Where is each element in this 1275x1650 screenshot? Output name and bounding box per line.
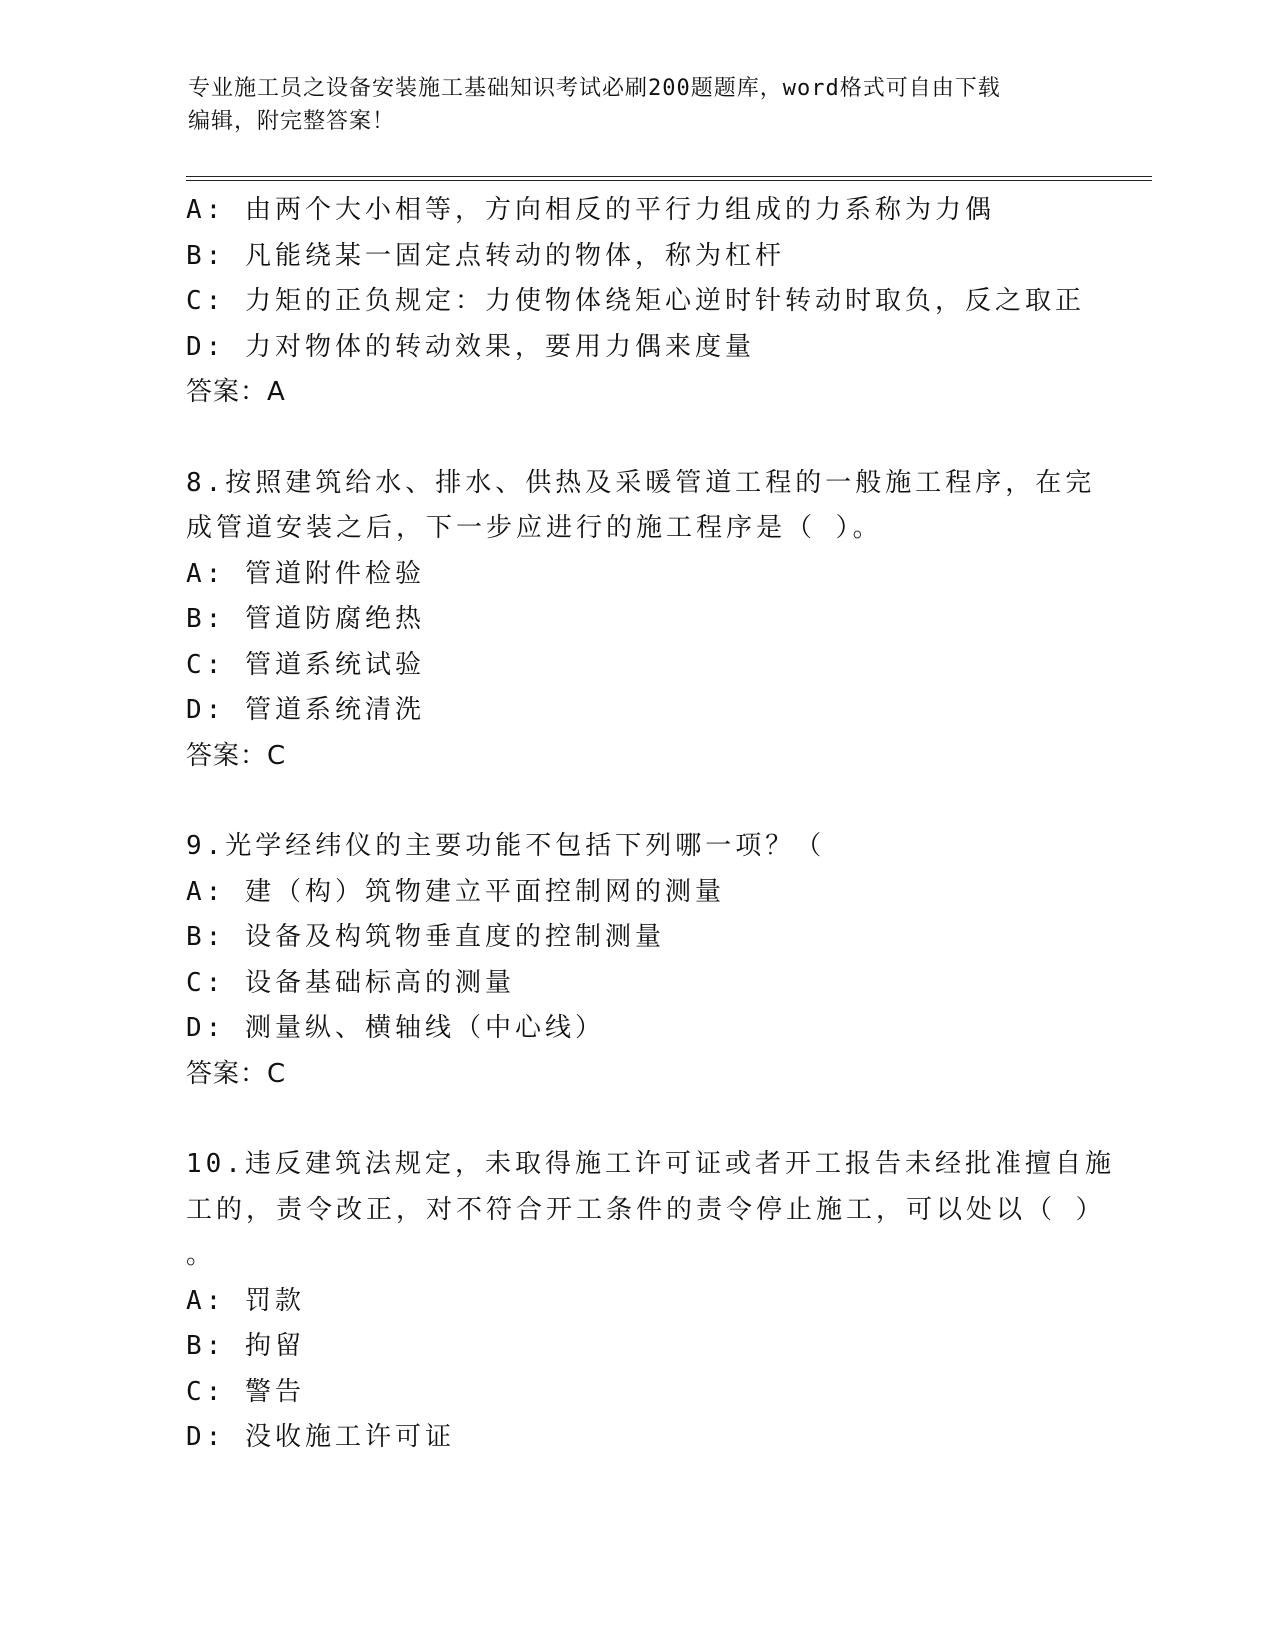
answer-line: 答案：C — [186, 1058, 287, 1089]
question-stem-line: 10.违反建筑法规定，未取得施工许可证或者开工报告未经批准擅自施 — [186, 1149, 1115, 1179]
question-8 — [186, 461, 1096, 780]
option-b: B: 拘留 — [186, 1331, 305, 1361]
header-double-rule — [186, 176, 1152, 181]
option-c: C: 警告 — [186, 1376, 305, 1407]
option-a: A: 由两个大小相等，方向相反的平行力组成的力系称为力偶 — [186, 195, 995, 225]
question-stem-line: 。 — [186, 1240, 217, 1270]
header-title-line-1: 专业施工员之设备安装施工基础知识考试必刷200题题库，word格式可自由下载 — [188, 76, 1001, 101]
document-header — [188, 72, 1088, 138]
question-spacer — [186, 416, 1086, 461]
question-stem-line: 成管道安装之后，下一步应进行的施工程序是（ ）。 — [186, 513, 883, 543]
option-b: B: 设备及构筑物垂直度的控制测量 — [186, 922, 665, 952]
question-7 — [186, 188, 1086, 416]
question-9 — [186, 824, 1086, 1097]
answer-line: 答案：A — [186, 377, 286, 407]
option-c: C: 设备基础标高的测量 — [186, 967, 515, 998]
question-stem-line: 8.按照建筑给水、排水、供热及采暖管道工程的一般施工程序，在完 — [186, 467, 1096, 498]
header-title-line-2: 编辑，附完整答案！ — [188, 109, 396, 134]
option-d: D: 没收施工许可证 — [186, 1422, 455, 1452]
answer-line: 答案：C — [186, 740, 287, 771]
question-stem-line: 工的，责令改正，对不符合开工条件的责令停止施工，可以处以（ ） — [186, 1194, 1106, 1225]
question-spacer — [186, 1097, 1086, 1142]
option-a: A: 罚款 — [186, 1285, 305, 1316]
option-d: D: 测量纵、横轴线（中心线） — [186, 1013, 605, 1043]
option-c: C: 管道系统试验 — [186, 649, 425, 680]
option-c: C: 力矩的正负规定：力使物体绕矩心逆时针转动时取负，反之取正 — [186, 286, 1085, 316]
option-b: B: 管道防腐绝热 — [186, 604, 425, 634]
question-list — [186, 188, 1115, 1461]
question-spacer — [186, 779, 1086, 824]
question-stem-line: 9.光学经纬仪的主要功能不包括下列哪一项？（ — [186, 831, 826, 861]
option-a: A: 管道附件检验 — [186, 558, 425, 589]
option-d: D: 管道系统清洗 — [186, 695, 425, 725]
option-d: D: 力对物体的转动效果，要用力偶来度量 — [186, 331, 755, 362]
option-a: A: 建（构）筑物建立平面控制网的测量 — [186, 876, 725, 907]
option-b: B: 凡能绕某一固定点转动的物体，称为杠杆 — [186, 240, 785, 271]
question-10 — [186, 1142, 1115, 1461]
